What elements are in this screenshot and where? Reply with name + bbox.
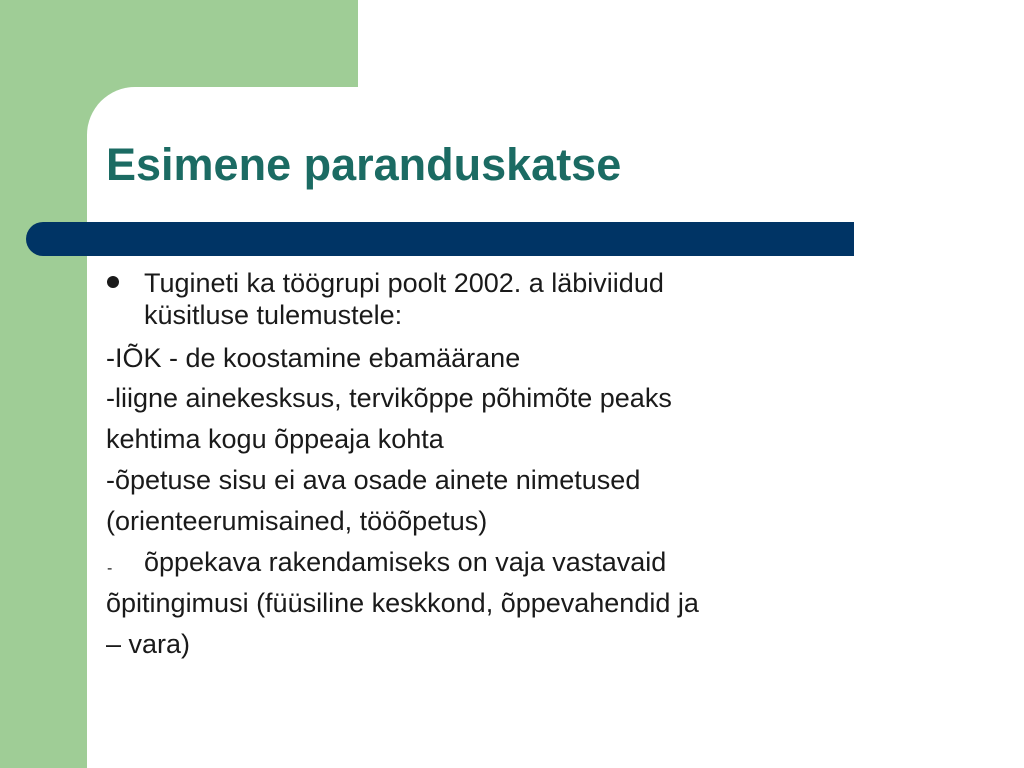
text-line: (orienteerumisained, tööõpetus) — [106, 506, 488, 536]
text-line: õpitingimusi (füüsiline keskkond, õppevahendid ja — [106, 588, 699, 618]
text-line: -õpetuse sisu ei ava osade ainete nimetused — [106, 465, 641, 495]
dash-marker: - — [107, 560, 113, 577]
bullet-dot-icon — [107, 276, 119, 288]
dash-item-text: õppekava rakendamiseks on vaja vastavaid — [144, 547, 667, 577]
text-line: – vara) — [106, 629, 191, 659]
bullet-line-2: küsitluse tulemustele: — [144, 300, 403, 330]
title-underline-bar — [26, 222, 854, 256]
bullet-line-1: Tugineti ka töögrupi poolt 2002. a läbiviidud — [144, 268, 664, 298]
text-line: kehtima kogu õppeaja kohta — [106, 424, 444, 454]
slide-title: Esimene paranduskatse — [106, 139, 622, 190]
text-line: -liigne ainekesksus, tervikõppe põhimõte peaks — [106, 383, 672, 413]
text-line: -IÕK - de koostamine ebamäärane — [106, 343, 521, 373]
